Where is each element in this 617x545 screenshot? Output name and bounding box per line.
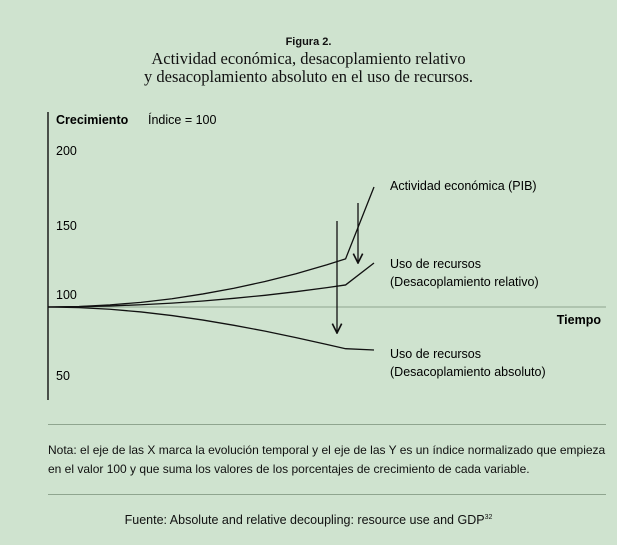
series-label: Uso de recursos	[390, 347, 482, 361]
series-line	[48, 187, 374, 307]
y-tick-label: 150	[56, 219, 77, 233]
series-label: (Desacoplamiento relativo)	[390, 275, 539, 289]
figure-label: Figura 2.	[285, 36, 332, 48]
series-line	[48, 263, 374, 307]
divider-bottom	[48, 494, 606, 495]
series-label: (Desacoplamiento absoluto)	[390, 365, 546, 379]
chart-note: Nota: el eje de las X marca la evolución temporal y el eje de las Y es un índice normalizado que empieza en el valor 100 y que suma los valores de los porcentajes de crecimiento de cada variable.	[48, 443, 606, 476]
figure-title-line-1: Actividad económica, desacoplamiento relativo	[151, 49, 466, 68]
x-axis-label: Tiempo	[556, 313, 601, 327]
divider-top	[48, 424, 606, 425]
series-label: Actividad económica (PIB)	[390, 179, 537, 193]
y-axis-label: Crecimiento	[56, 113, 129, 127]
y-tick-label: 200	[56, 144, 77, 158]
figure-title-line-2: y desacoplamiento absoluto en el uso de recursos.	[144, 67, 473, 86]
series-line	[48, 307, 374, 350]
y-tick-label: 50	[56, 369, 70, 383]
y-axis-index-note: Índice = 100	[148, 113, 217, 127]
series-label: Uso de recursos	[390, 257, 482, 271]
source-reference: 32	[484, 514, 493, 521]
source-line	[0, 513, 617, 527]
y-tick-label: 100	[56, 288, 77, 302]
source-text: Fuente: Absolute and relative decoupling: resource use and GDP	[124, 513, 485, 527]
